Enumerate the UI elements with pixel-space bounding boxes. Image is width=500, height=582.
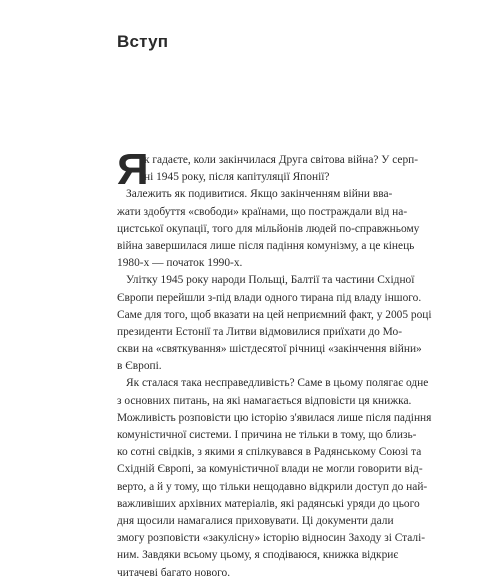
text-line: ні 1945 року, після капітуляції Японії?: [144, 171, 330, 184]
text-line: цистської окупації, того для мільйонів людей по-справжньому: [117, 222, 420, 235]
drop-cap: Я: [117, 145, 149, 194]
text-line: Залежить як подивитися. Якщо закінченням війни вва-: [126, 188, 393, 201]
text-line: к гадаєте, коли закінчилася Друга світова війна? У серп-: [144, 154, 419, 166]
text-line: скви на «святкування» шістдесятої річниці «закінчення війни»: [117, 343, 422, 356]
paragraph-3: [117, 375, 432, 581]
paragraph-1: [117, 145, 420, 272]
text-line: ним. Завдяки всьому цьому, я сподіваюся, книжка відкриє: [117, 549, 399, 562]
text-line: в Європі.: [117, 360, 162, 373]
text-line: змогу розповісти «закулісну» історію відносин Заходу зі Сталі-: [117, 532, 426, 545]
text-line: дня щосили намагалися приховувати. Ці документи дали: [117, 514, 394, 527]
text-line: комуністичної системи. І причина не тільки в тому, що близь-: [117, 429, 417, 441]
body-text: [117, 145, 432, 582]
text-line: Східній Європі, за комуністичної влади не могли говорити від-: [117, 463, 423, 476]
text-line: Європи перейшли з-під влади одного тирана під владу іншого.: [117, 291, 422, 304]
text-line: 1980-х — початок 1990-х.: [117, 257, 243, 270]
paragraph-2: [117, 272, 432, 375]
text-line: Можливість розповісти цю історію з'явилася лише після падіння: [117, 411, 432, 424]
text-line: читачеві багато нового.: [117, 566, 231, 579]
text-line: Саме для того, щоб вказати на цей неприємний факт, у 2005 році: [117, 308, 432, 321]
text-line: ко сотні свідків, з якими я спілкувався в Радянському Союзі та: [117, 446, 422, 459]
text-line: важливіших архівних матеріалів, які радянські уряди до цього: [117, 497, 420, 510]
chapter-heading: Вступ: [117, 32, 169, 51]
text-line: верто, а й у тому, що тільки нещодавно відкрили доступ до най-: [117, 480, 428, 493]
text-line: Як сталася така несправедливість? Саме в цьому полягає одне: [126, 377, 429, 390]
text-line: з основних питань, на які намагається відповісти ця книжка.: [117, 394, 412, 407]
text-line: президенти Естонії та Литви відмовилися приїхати до Мо-: [117, 325, 402, 338]
text-line: Улітку 1945 року народи Польщі, Балтії та частини Східної: [126, 274, 415, 287]
text-line: війна завершилася лише після падіння комунізму, а це кінець: [117, 239, 415, 252]
text-line: жати здобуття «свободи» країнами, що постраждали від на-: [117, 205, 408, 218]
